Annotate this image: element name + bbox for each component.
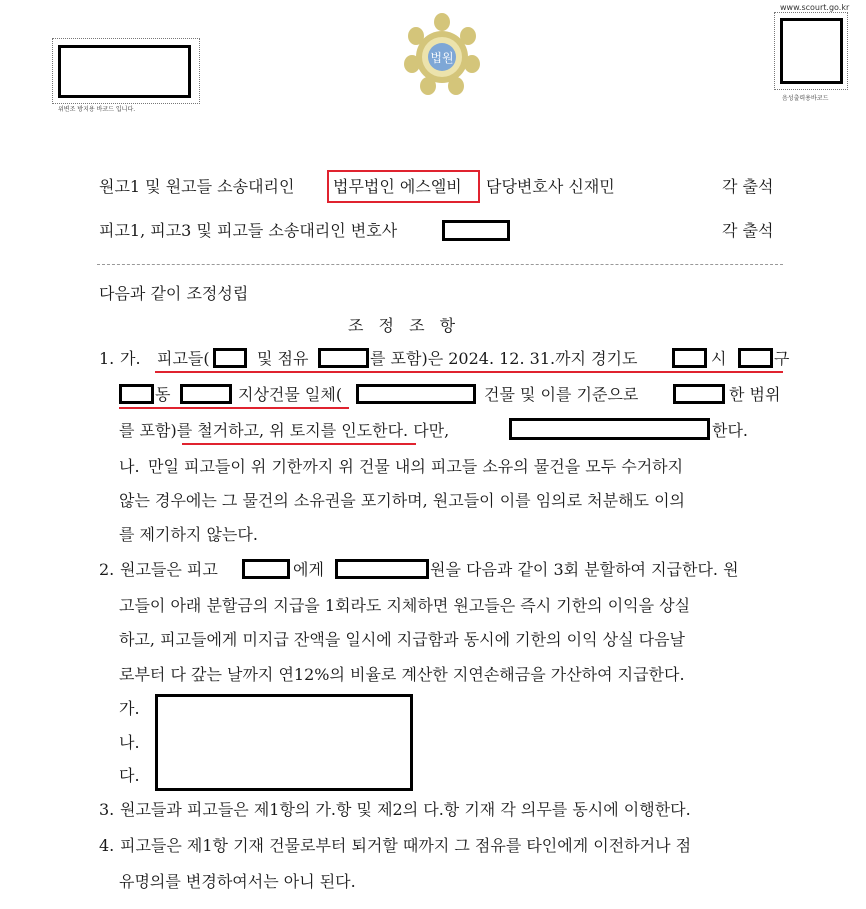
court-seal-icon: [400, 12, 484, 98]
redacted-installment-schedule: [155, 694, 413, 791]
item-1a-text-5: 구: [774, 349, 790, 368]
redacted-amount: [335, 559, 429, 579]
item-1a-text-4: 시: [711, 349, 727, 368]
redacted-boundary: [673, 384, 725, 404]
redacted-voice-barcode: [780, 18, 843, 84]
red-underline-1: [155, 371, 783, 373]
item-1b-label: 나.: [119, 457, 140, 476]
redacted-defendants: [213, 348, 247, 368]
red-underline-2: [119, 407, 349, 409]
item-2-sub-a: 가.: [119, 699, 140, 718]
item-1a-text-9: 한 범위: [729, 385, 781, 404]
attendance-line-2-status: 각 출석: [722, 221, 774, 240]
item-1a-text-10: 를 포함)를 철거하고, 위 토지를 인도한다. 다만,: [119, 421, 450, 440]
redacted-city: [672, 348, 707, 368]
attendance-line-2-prefix: 피고1, 피고3 및 피고들 소송대리인 변호사: [99, 221, 398, 240]
item-1a-text-8: 건물 및 이를 기준으로: [484, 385, 639, 404]
redacted-barcode: [58, 45, 191, 98]
item-2-line-3: 하고, 피고들에게 미지급 잔액을 일시에 지급함과 동시에 기한의 이익 상실 다음날: [119, 630, 685, 649]
redacted-occupant: [318, 348, 369, 368]
attendance-line-1-prefix: 원고1 및 원고들 소송대리인: [99, 177, 295, 196]
redacted-lot-number: [180, 384, 232, 404]
redacted-proviso: [509, 418, 710, 440]
item-3-number: 3.: [99, 800, 115, 819]
item-2-text-2: 에게: [293, 560, 324, 579]
item-1b-line-3: 를 제기하지 않는다.: [119, 525, 258, 544]
redacted-dong: [119, 384, 154, 404]
item-1a-text-7: 지상건물 일체(: [238, 385, 343, 404]
settlement-clauses-heading: 조 정 조 항: [348, 316, 461, 335]
item-2-text-3: 원을 다음과 같이 3회 분할하여 지급한다. 원: [430, 560, 739, 579]
attendance-line-1-suffix: 담당변호사 신재민: [486, 177, 615, 196]
redacted-district: [738, 348, 773, 368]
item-2-text-1: 원고들은 피고: [120, 560, 218, 579]
redacted-building-detail: [356, 384, 476, 404]
court-site-url: www.scourt.go.kr: [780, 3, 850, 12]
separator-dashed-line: [97, 264, 783, 265]
item-2-sub-b: 나.: [119, 733, 140, 752]
item-1a-text-2: 및 점유: [257, 349, 309, 368]
item-2-sub-c: 다.: [119, 766, 140, 785]
item-2-number: 2.: [99, 560, 115, 579]
item-3-text: 원고들과 피고들은 제1항의 가.항 및 제2의 다.항 기재 각 의무를 동시에 이행한다.: [120, 800, 691, 819]
red-underline-3: [182, 443, 416, 445]
settlement-intro: 다음과 같이 조정성립: [99, 284, 249, 303]
seal-text: 법원: [430, 51, 454, 65]
attendance-line-1-status: 각 출석: [722, 177, 774, 196]
item-1a-text-3: 를 포함)은 2024. 12. 31.까지 경기도: [370, 349, 638, 368]
item-4-line-1: 피고들은 제1항 기재 건물로부터 퇴거할 때까지 그 점유를 타인에게 이전하거나 점: [120, 836, 692, 855]
redacted-defendant-name: [242, 559, 290, 579]
item-4-number: 4.: [99, 836, 115, 855]
right-barcode-caption: 음성출력용바코드: [782, 95, 829, 102]
item-2-line-4: 로부터 다 갚는 날까지 연12%의 비율로 계산한 지연손해금을 가산하여 지급한다.: [119, 665, 685, 684]
item-1a-label: 가.: [120, 349, 141, 368]
item-1-number: 1.: [99, 349, 115, 368]
attendance-law-firm: 법무법인 에스엘비: [333, 177, 462, 196]
item-1a-text-1: 피고들(: [157, 349, 210, 368]
item-2-line-2: 고들이 아래 분할금의 지급을 1회라도 지체하면 원고들은 즉시 기한의 이익을 상실: [119, 596, 691, 615]
redacted-attorney-name: [442, 220, 510, 241]
item-4-line-2: 유명의를 변경하여서는 아니 된다.: [119, 872, 356, 891]
item-1a-text-6: 동: [155, 385, 171, 404]
left-barcode-caption: 위변조 방지용 바코드 입니다.: [58, 106, 136, 113]
item-1b-line-2: 않는 경우에는 그 물건의 소유권을 포기하며, 원고들이 이를 임의로 처분해도 이의: [119, 491, 685, 510]
item-1a-text-11: 한다.: [712, 421, 748, 440]
item-1b-line-1: 만일 피고들이 위 기한까지 위 건물 내의 피고들 소유의 물건을 모두 수거하지: [148, 457, 684, 476]
